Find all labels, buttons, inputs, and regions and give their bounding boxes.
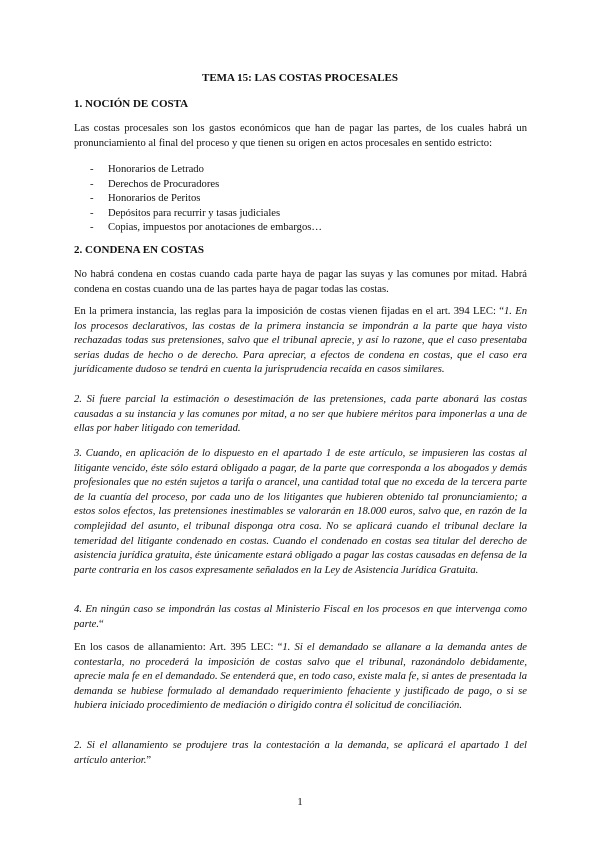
section-heading-condena: 2. CONDENA EN COSTAS [74, 244, 204, 256]
list-item: - Honorarios de Letrado [90, 164, 204, 175]
paragraph-intro: Las costas procesales son los gastos económicos que han de pagar las partes, de los cuales habrá un pronunciamiento al final del proceso y que tienen su origen en actos procesales en sentido estricto: [74, 123, 527, 149]
list-item: - Copias, impuestos por anotaciones de embargos… [90, 222, 322, 234]
section-heading-nocion: 1. NOCIÓN DE COSTA [74, 98, 189, 110]
paragraph-art-395: En los casos de allanamiento: Art. 395 LEC: “1. Si el demandado se allanare a la demanda antes de contestarla, no procederá la imposición de costas salvo que el tribunal, razonándolo debidamente, aprecie mala fe en el demandado. Se entenderá que, en todo caso, existe mala fe, si antes de presentada la demanda se hubiese formulado al demandado requerimiento fehaciente y justificado de pago, o si se hubiera iniciado procedimiento de mediación o dirigido contra él solicitud de conciliación. [74, 642, 528, 712]
page-number: 1 [297, 796, 303, 808]
paragraph-art-394: En la primera instancia, las reglas para la imposición de costas vienen fijadas en el art. 394 LEC: “1. En los procesos declarativos, las costas de la primera instancia se impondrán a la parte que haya visto rechazadas todas sus pretensiones, salvo que el tribunal aprecie, y así lo razone, que el caso presentaba serias dudas de hecho o de derecho. Para apreciar, a efectos de condena en costas, que el caso era jurídicamente dudoso se tendrá en cuenta la jurisprudencia recaída en casos similares. [74, 306, 527, 376]
paragraph-art-394-2: 2. Si fuere parcial la estimación o desestimación de las pretensiones, cada parte abonará las costas causadas a su instancia y las comunes por mitad, a no ser que hubiere méritos para imponerlas a una de ellas por haber litigado con temeridad. [74, 394, 527, 435]
list-item: - Depósitos para recurrir y tasas judiciales [90, 207, 281, 219]
costs-list [74, 163, 527, 236]
paragraph-art-394-4: 4. En ningún caso se impondrán las costas al Ministerio Fiscal en los procesos en que intervenga como parte.“ [74, 604, 527, 630]
page-title: TEMA 15: LAS COSTAS PROCESALES [201, 72, 398, 84]
paragraph-condena-definition: No habrá condena en costas cuando cada parte haya de pagar las suyas y las comunes por mitad. Habrá condena en costas cuando una de las partes haya de pagar todas las costas. [74, 269, 527, 295]
list-item: - Derechos de Procuradores [90, 178, 220, 190]
paragraph-art-395-2: 2. Si el allanamiento se produjere tras la contestación a la demanda, se aplicará el apartado 1 del artículo anterior.” [74, 740, 527, 766]
paragraph-art-394-3: 3. Cuando, en aplicación de lo dispuesto en el apartado 1 de este artículo, se impusieren las costas al litigante vencido, éste sólo estará obligado a pagar, de la parte que corresponda a los abogados y demás profesionales que no estén sujetos a tarifa o arancel, una cantidad total que no exceda de la tercera parte de la cuantía del proceso, por cada uno de los litigantes que hubieren obtenido tal pronunciamiento; a estos solos efectos, las pretensiones inestimables se valorarán en 18.000 euros, salvo que, en razón de la complejidad del asunto, el tribunal disponga otra cosa. No se aplicará cuando el tribunal declare la temeridad del litigante condenado en costas. Cuando el condenado en costas sea titular del derecho de asistencia jurídica gratuita, éste únicamente estará obligado a pagar las costas causadas en defensa de la parte contraria en los casos expresamente señalados en la Ley de Asistencia Jurídica Gratuita. [74, 448, 527, 576]
list-item: - Honorarios de Peritos [90, 193, 201, 205]
